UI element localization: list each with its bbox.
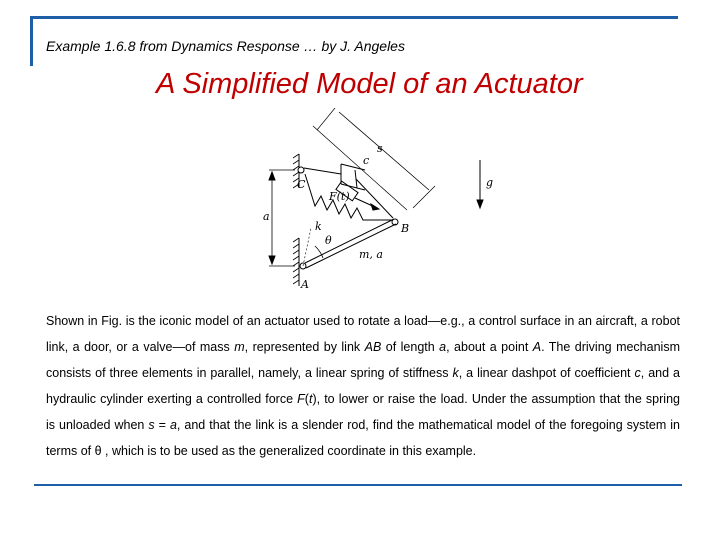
italic-symbol: m <box>234 340 245 354</box>
label-a: a <box>263 210 270 223</box>
italic-symbol: a <box>439 340 447 354</box>
text-run: ( <box>304 392 309 406</box>
problem-statement <box>46 308 680 464</box>
text-run: , and a hydraulic cylinder exerting a controlled force <box>46 366 680 406</box>
italic-symbol: A <box>532 340 542 354</box>
label-B: B <box>401 222 410 235</box>
bottom-rule <box>34 484 682 486</box>
pin-c <box>298 167 304 173</box>
italic-symbol: k <box>452 366 459 380</box>
label-k: k <box>315 220 322 233</box>
top-rule <box>30 16 678 19</box>
text-run: , about a point <box>446 340 533 354</box>
italic-symbol: AB <box>364 340 382 354</box>
italic-symbol: c <box>634 366 641 380</box>
wall-a-hatch <box>293 238 299 284</box>
text-run: , and that the link is a slender rod, find the mathematical model of the foregoing system in terms of θ , which is to be used as the generalized coordinate in this example. <box>46 418 680 458</box>
label-C: C <box>297 178 306 191</box>
italic-symbol: t <box>308 392 313 406</box>
actuator-figure <box>255 108 510 298</box>
text-run: , a linear dashpot of coefficient <box>458 366 635 380</box>
dashpot-rod <box>304 168 341 174</box>
italic-symbol: F <box>297 392 305 406</box>
text-run: = <box>154 418 170 432</box>
left-rule <box>30 16 33 66</box>
label-c: c <box>363 154 370 167</box>
label-s: s <box>377 142 383 155</box>
label-ma: m, a <box>359 248 383 261</box>
slide-title: A Simplified Model of an Actuator <box>156 68 583 100</box>
slide-subtitle: Example 1.6.8 from Dynamics Response … by J. Angeles <box>46 38 405 54</box>
dimension-s <box>339 112 429 190</box>
label-A: A <box>301 278 309 291</box>
actuator-diagram <box>255 108 510 298</box>
text-run: ), to lower or raise the load. Under the assumption that the spring is unloaded when <box>46 392 680 432</box>
text-run: Shown in Fig. is the iconic model of an actuator used to rotate a load—e.g., a control surface in an aircraft, a robot link, a door, or a valve—of mass <box>46 314 680 354</box>
label-g: g <box>486 176 494 189</box>
text-run: , represented by link <box>244 340 365 354</box>
italic-symbol: a <box>169 418 177 432</box>
problem-paragraph <box>46 308 680 464</box>
italic-symbol: s <box>148 418 155 432</box>
text-run: of length <box>381 340 440 354</box>
label-F: F(t) <box>329 190 350 203</box>
text-run: . The driving mechanism consists of three elements in parallel, namely, a linear spring of stiffness <box>46 340 680 380</box>
label-theta: θ <box>325 234 332 247</box>
